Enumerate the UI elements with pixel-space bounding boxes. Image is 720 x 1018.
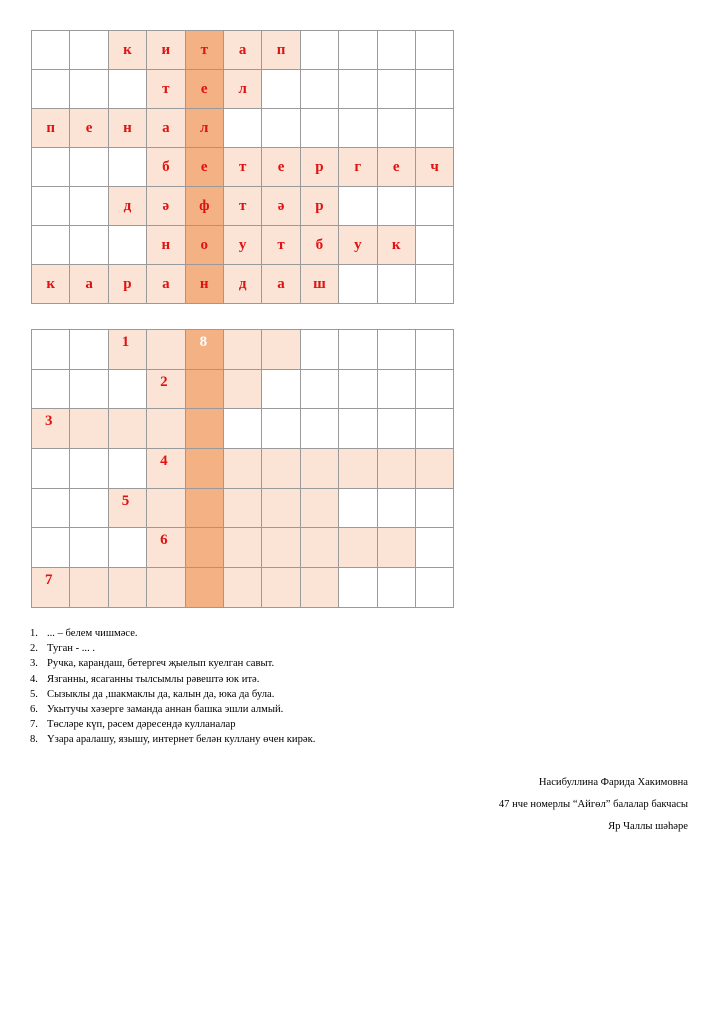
solution-cell xyxy=(416,70,454,109)
puzzle-cell xyxy=(109,409,147,449)
puzzle-cell xyxy=(416,568,454,608)
puzzle-cell: 8 xyxy=(186,330,224,370)
solution-cell: ә xyxy=(147,187,185,226)
solution-cell: р xyxy=(301,148,339,187)
puzzle-cell xyxy=(301,528,339,568)
solution-cell xyxy=(378,31,416,70)
solution-cell: т xyxy=(224,187,262,226)
clue-number: 3. xyxy=(30,658,38,670)
solution-cell: а xyxy=(70,265,108,304)
solution-cell: р xyxy=(109,265,147,304)
clue-item xyxy=(30,656,315,671)
solution-cell xyxy=(339,109,377,148)
solution-cell xyxy=(339,31,377,70)
puzzle-cell xyxy=(224,489,262,529)
puzzle-cell xyxy=(224,330,262,370)
author-organization: 47 нче номерлы “Айгөл” балалар бакчасы xyxy=(498,799,688,810)
puzzle-cell xyxy=(70,370,108,410)
puzzle-cell xyxy=(186,528,224,568)
clue-text: Төсләре күп, рәсем дәресендә кулланалар xyxy=(47,719,236,731)
solution-cell: н xyxy=(109,109,147,148)
clue-text: Туган - ... . xyxy=(47,643,96,655)
puzzle-cell xyxy=(70,568,108,608)
clue-number: 5. xyxy=(30,688,38,700)
author-city: Яр Чаллы шәһәре xyxy=(608,821,688,832)
puzzle-cell xyxy=(416,370,454,410)
puzzle-cell xyxy=(262,370,300,410)
puzzle-cell xyxy=(32,528,70,568)
puzzle-cell xyxy=(224,528,262,568)
puzzle-cell: 1 xyxy=(109,330,147,370)
solution-cell xyxy=(224,109,262,148)
clue-number: 1. xyxy=(30,628,38,639)
clue-item xyxy=(30,732,316,747)
solution-crossword-grid xyxy=(31,30,454,304)
puzzle-cell xyxy=(301,330,339,370)
puzzle-cell xyxy=(224,370,262,410)
puzzle-cell xyxy=(70,528,108,568)
solution-cell xyxy=(339,70,377,109)
solution-cell xyxy=(262,109,300,148)
clue-number: 7. xyxy=(30,719,38,731)
puzzle-cell xyxy=(262,568,300,608)
clue-text: Укытучы хәзерге заманда аннан башка эшли алмый. xyxy=(47,704,284,716)
solution-cell xyxy=(301,109,339,148)
solution-cell: е xyxy=(186,70,224,109)
solution-cell: т xyxy=(186,31,224,70)
puzzle-cell xyxy=(378,528,416,568)
solution-cell: к xyxy=(378,226,416,265)
puzzle-cell xyxy=(70,330,108,370)
solution-cell: к xyxy=(32,265,70,304)
solution-cell xyxy=(32,31,70,70)
solution-cell: ч xyxy=(416,148,454,187)
puzzle-cell xyxy=(224,449,262,489)
solution-cell: к xyxy=(109,31,147,70)
solution-cell: л xyxy=(186,109,224,148)
puzzle-cell xyxy=(186,449,224,489)
puzzle-cell xyxy=(339,370,377,410)
clue-list xyxy=(30,626,315,748)
solution-cell xyxy=(32,70,70,109)
solution-cell: а xyxy=(262,265,300,304)
puzzle-cell xyxy=(109,370,147,410)
clue-text: ... – белем чишмәсе. xyxy=(47,628,138,639)
solution-cell: е xyxy=(186,148,224,187)
puzzle-cell: 6 xyxy=(147,528,185,568)
solution-cell: а xyxy=(147,109,185,148)
puzzle-cell xyxy=(70,489,108,529)
clue-item xyxy=(30,641,315,656)
clue-item xyxy=(30,672,315,687)
solution-cell xyxy=(301,70,339,109)
solution-cell: т xyxy=(147,70,185,109)
clue-item xyxy=(30,717,315,732)
puzzle-cell: 3 xyxy=(32,409,70,449)
solution-cell: л xyxy=(224,70,262,109)
solution-cell: е xyxy=(262,148,300,187)
solution-cell: ш xyxy=(301,265,339,304)
solution-cell: у xyxy=(224,226,262,265)
puzzle-cell xyxy=(301,409,339,449)
clue-number: 4. xyxy=(30,673,38,685)
puzzle-cell xyxy=(147,330,185,370)
puzzle-cell xyxy=(339,489,377,529)
solution-cell xyxy=(301,31,339,70)
puzzle-cell xyxy=(32,330,70,370)
clue-number: 6. xyxy=(30,704,38,716)
solution-cell: д xyxy=(109,187,147,226)
puzzle-cell: 4 xyxy=(147,449,185,489)
solution-cell: п xyxy=(32,109,70,148)
clue-number: 2. xyxy=(30,643,38,655)
solution-cell xyxy=(339,187,377,226)
puzzle-cell xyxy=(109,528,147,568)
puzzle-cell xyxy=(109,449,147,489)
puzzle-cell xyxy=(378,370,416,410)
puzzle-cell xyxy=(416,449,454,489)
author-name: Насибуллина Фарида Хакимовна xyxy=(538,777,688,788)
solution-cell xyxy=(70,148,108,187)
puzzle-cell xyxy=(224,568,262,608)
solution-cell: е xyxy=(70,109,108,148)
solution-cell xyxy=(32,148,70,187)
puzzle-cell xyxy=(147,409,185,449)
solution-cell: н xyxy=(186,265,224,304)
solution-cell: ф xyxy=(186,187,224,226)
solution-cell xyxy=(70,70,108,109)
puzzle-cell xyxy=(70,449,108,489)
puzzle-cell xyxy=(109,568,147,608)
puzzle-cell xyxy=(186,409,224,449)
solution-cell: н xyxy=(147,226,185,265)
puzzle-cell xyxy=(416,330,454,370)
puzzle-cell xyxy=(147,568,185,608)
solution-cell xyxy=(416,31,454,70)
solution-cell xyxy=(416,109,454,148)
puzzle-cell xyxy=(262,489,300,529)
clue-text: Язганны, ясаганны тылсымлы рәвештә юк итә. xyxy=(47,673,260,685)
puzzle-cell xyxy=(416,528,454,568)
puzzle-cell xyxy=(301,568,339,608)
solution-cell xyxy=(378,70,416,109)
clue-text: Сызыклы да ,шакмаклы да, калын да, юка да була. xyxy=(47,688,275,700)
puzzle-cell xyxy=(262,330,300,370)
solution-cell: б xyxy=(301,226,339,265)
puzzle-cell xyxy=(301,489,339,529)
puzzle-cell xyxy=(186,489,224,529)
solution-cell xyxy=(262,70,300,109)
solution-cell: у xyxy=(339,226,377,265)
solution-cell xyxy=(109,226,147,265)
puzzle-cell: 5 xyxy=(109,489,147,529)
solution-cell xyxy=(378,187,416,226)
solution-cell xyxy=(339,265,377,304)
puzzle-cell xyxy=(301,449,339,489)
puzzle-cell xyxy=(262,528,300,568)
solution-cell: ә xyxy=(262,187,300,226)
puzzle-cell xyxy=(32,489,70,529)
puzzle-cell: 7 xyxy=(32,568,70,608)
clue-number: 8. xyxy=(30,734,38,746)
solution-cell: д xyxy=(224,265,262,304)
solution-cell: и xyxy=(147,31,185,70)
solution-cell xyxy=(70,226,108,265)
solution-cell: т xyxy=(224,148,262,187)
solution-cell xyxy=(109,70,147,109)
solution-cell: г xyxy=(339,148,377,187)
puzzle-cell xyxy=(416,489,454,529)
solution-cell: т xyxy=(262,226,300,265)
puzzle-cell xyxy=(378,449,416,489)
puzzle-cell xyxy=(70,409,108,449)
puzzle-cell xyxy=(416,409,454,449)
puzzle-cell xyxy=(378,409,416,449)
puzzle-cell xyxy=(339,528,377,568)
solution-cell xyxy=(378,265,416,304)
puzzle-cell xyxy=(186,370,224,410)
solution-cell xyxy=(70,187,108,226)
solution-cell: а xyxy=(147,265,185,304)
solution-cell xyxy=(416,187,454,226)
clue-item xyxy=(30,626,315,641)
clue-item xyxy=(30,687,315,702)
puzzle-cell xyxy=(378,330,416,370)
solution-cell: б xyxy=(147,148,185,187)
puzzle-cell xyxy=(339,409,377,449)
solution-cell xyxy=(70,31,108,70)
puzzle-cell xyxy=(147,489,185,529)
clue-item xyxy=(30,702,315,717)
puzzle-cell xyxy=(339,449,377,489)
solution-cell xyxy=(109,148,147,187)
puzzle-cell xyxy=(32,449,70,489)
solution-cell xyxy=(378,109,416,148)
solution-cell xyxy=(416,265,454,304)
solution-cell: п xyxy=(262,31,300,70)
puzzle-cell xyxy=(262,449,300,489)
puzzle-cell: 2 xyxy=(147,370,185,410)
puzzle-cell xyxy=(224,409,262,449)
puzzle-cell xyxy=(262,409,300,449)
puzzle-cell xyxy=(378,489,416,529)
solution-cell: р xyxy=(301,187,339,226)
puzzle-cell xyxy=(339,330,377,370)
puzzle-crossword-grid xyxy=(31,329,454,608)
clue-text: Ручка, карандаш, бетергеч җыелып куелган савыт. xyxy=(47,658,275,670)
solution-cell: е xyxy=(378,148,416,187)
solution-cell: а xyxy=(224,31,262,70)
solution-cell xyxy=(416,226,454,265)
puzzle-cell xyxy=(378,568,416,608)
puzzle-cell xyxy=(186,568,224,608)
puzzle-cell xyxy=(301,370,339,410)
clue-text: Үзара аралашу, язышу, интернет белән куллану өчен кирәк. xyxy=(47,734,316,746)
solution-cell: о xyxy=(186,226,224,265)
solution-cell xyxy=(32,187,70,226)
puzzle-cell xyxy=(339,568,377,608)
puzzle-cell xyxy=(32,370,70,410)
solution-cell xyxy=(32,226,70,265)
